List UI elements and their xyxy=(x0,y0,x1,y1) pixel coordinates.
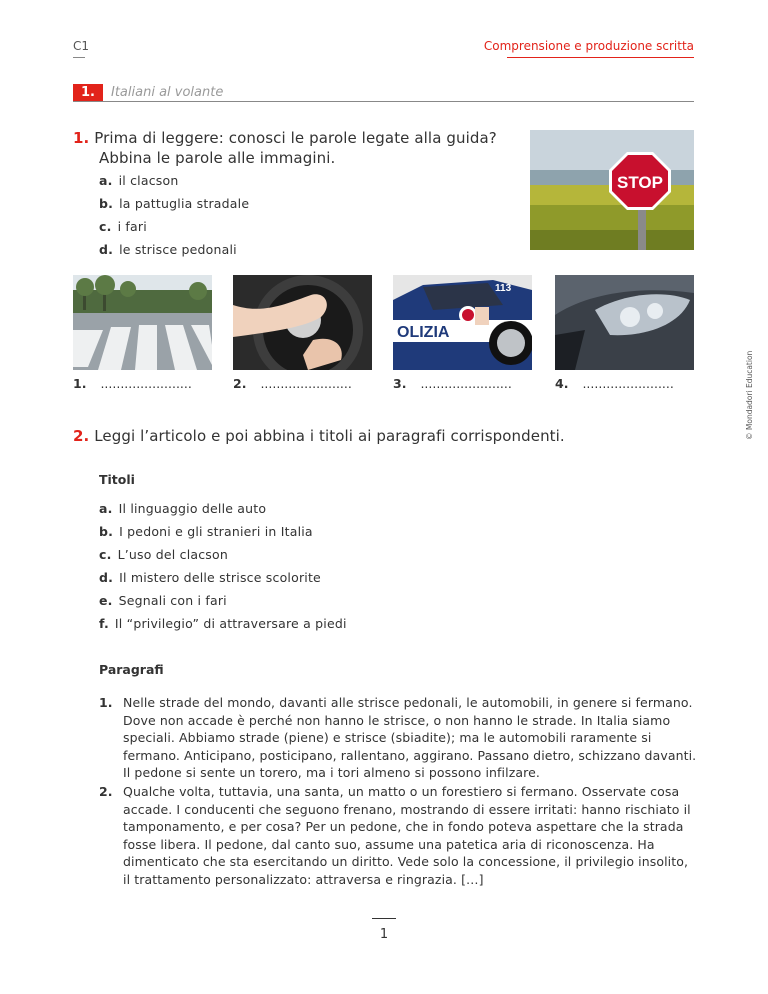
blank-2[interactable] xyxy=(233,376,352,391)
paragraph-line: Qualche volta, tuttavia, una santa, un matto o un forestiero si fermano. Osservate cosa xyxy=(123,784,680,799)
paragraph-number: 1. xyxy=(99,695,113,710)
option-item xyxy=(99,219,147,234)
paragraph-line: tamponamento, e per cosa? Per un pedone, che in fondo poteva aspettare che la strada xyxy=(123,819,684,834)
stop-sign-text: STOP xyxy=(617,173,663,192)
title-text: I pedoni e gli stranieri in Italia xyxy=(119,524,313,539)
option-item xyxy=(99,242,237,257)
exercise-2-prompt xyxy=(73,426,565,446)
blank-line[interactable]: ....................... xyxy=(260,376,352,391)
paragraph-1 xyxy=(99,694,699,782)
titles-heading: Titoli xyxy=(99,472,135,487)
police-car-photo xyxy=(393,275,532,370)
police-car-text: OLIZIA xyxy=(397,324,450,341)
paragraph-line: speciali. Abbiamo strade (piene) e strisce (sbiadite); ma le automobili raramente si xyxy=(123,730,652,745)
unit-title: Italiani al volante xyxy=(111,85,224,100)
section-underline xyxy=(507,57,694,58)
title-letter: b. xyxy=(99,524,114,539)
title-item xyxy=(99,593,227,608)
title-text: Segnali con i fari xyxy=(118,593,227,608)
exercise-1-prompt-line2: Abbina le parole alle immagini. xyxy=(99,149,336,167)
paragraph-line: il trattamento personalizzato: attraversa e ringrazia. […] xyxy=(123,871,484,887)
title-text: L’uso del clacson xyxy=(117,547,228,562)
title-text: Il mistero delle strisce scolorite xyxy=(119,570,321,585)
option-text: la pattuglia stradale xyxy=(119,196,250,211)
headlight-photo xyxy=(555,275,694,370)
title-item xyxy=(99,501,266,516)
copyright-notice: © Mondadori Education xyxy=(745,350,754,440)
unit-number: 1. xyxy=(73,84,103,101)
exercise-1-prompt xyxy=(73,128,497,168)
title-letter: f. xyxy=(99,616,109,631)
exercise-2-prompt-text: Leggi l’articolo e poi abbina i titoli ai paragrafi corrispondenti. xyxy=(94,427,565,445)
title-letter: c. xyxy=(99,547,112,562)
blank-number: 3. xyxy=(393,376,407,391)
paragraph-line: Dove non accade è perché non hanno le strisce, o non hanno le strade. In Italia siamo xyxy=(123,712,671,728)
horn-photo xyxy=(233,275,372,370)
blank-line[interactable]: ....................... xyxy=(420,376,512,391)
blank-3[interactable] xyxy=(393,376,512,391)
option-letter: a. xyxy=(99,173,113,188)
paragraph-line: fosse libera. Il pedone, dal canto suo, assume una patetica aria di riconoscenza. Ha xyxy=(123,836,655,852)
exercise-2-number: 2. xyxy=(73,427,90,445)
section-title: Comprensione e produzione scritta xyxy=(483,39,694,53)
option-item xyxy=(99,196,249,211)
police-car-number: 113 xyxy=(495,283,512,294)
title-letter: e. xyxy=(99,593,113,608)
blank-line[interactable]: ....................... xyxy=(582,376,674,391)
exercise-1-prompt-line1: Prima di leggere: conosci le parole legate alla guida? xyxy=(94,129,497,147)
option-letter: b. xyxy=(99,196,114,211)
title-item xyxy=(99,524,313,539)
option-text: il clacson xyxy=(118,173,179,188)
blank-number: 1. xyxy=(73,376,87,391)
paragraph-line: Nelle strade del mondo, davanti alle strisce pedonali, le automobili, in genere si fermano. xyxy=(123,695,693,710)
level-underline xyxy=(73,57,85,58)
paragraph-line: Il pedone si sente un torero, ma i tori almeno si possono infilzare. xyxy=(123,765,540,780)
blank-number: 4. xyxy=(555,376,569,391)
blank-1[interactable] xyxy=(73,376,192,391)
title-item xyxy=(99,547,228,562)
footer-rule xyxy=(372,918,396,919)
option-item xyxy=(99,173,178,188)
blank-line[interactable]: ....................... xyxy=(100,376,192,391)
title-letter: d. xyxy=(99,570,114,585)
paragraph-line: accade. I conducenti che seguono frenano, mostrando di essere irritati: hanno rischiato il xyxy=(123,801,691,817)
level-label: C1 xyxy=(73,39,90,53)
paragraph-2 xyxy=(99,783,699,888)
unit-rule xyxy=(73,101,694,102)
paragraphs-heading: Paragrafi xyxy=(99,662,164,677)
exercise-1-number: 1. xyxy=(73,129,90,147)
option-letter: d. xyxy=(99,242,114,257)
blank-number: 2. xyxy=(233,376,247,391)
option-text: i fari xyxy=(117,219,147,234)
title-text: Il “privilegio” di attraversare a piedi xyxy=(114,616,347,631)
option-text: le strisce pedonali xyxy=(119,242,237,257)
title-letter: a. xyxy=(99,501,113,516)
paragraph-line: fermano. Anticipano, posticipano, rallentano, aggirano. Passano dietro, schizzano davanti. xyxy=(123,747,697,763)
title-item xyxy=(99,616,347,631)
option-letter: c. xyxy=(99,219,112,234)
blank-4[interactable] xyxy=(555,376,674,391)
paragraph-line: dimenticato che sta esercitando un diritto. Vede solo la concessione, il privilegio insolito, xyxy=(123,854,689,869)
stop-sign-photo xyxy=(530,130,694,250)
paragraph-number: 2. xyxy=(99,784,113,799)
crosswalk-photo xyxy=(73,275,212,370)
page-number: 1 xyxy=(379,927,389,942)
title-text: Il linguaggio delle auto xyxy=(118,501,267,516)
title-item xyxy=(99,570,321,585)
